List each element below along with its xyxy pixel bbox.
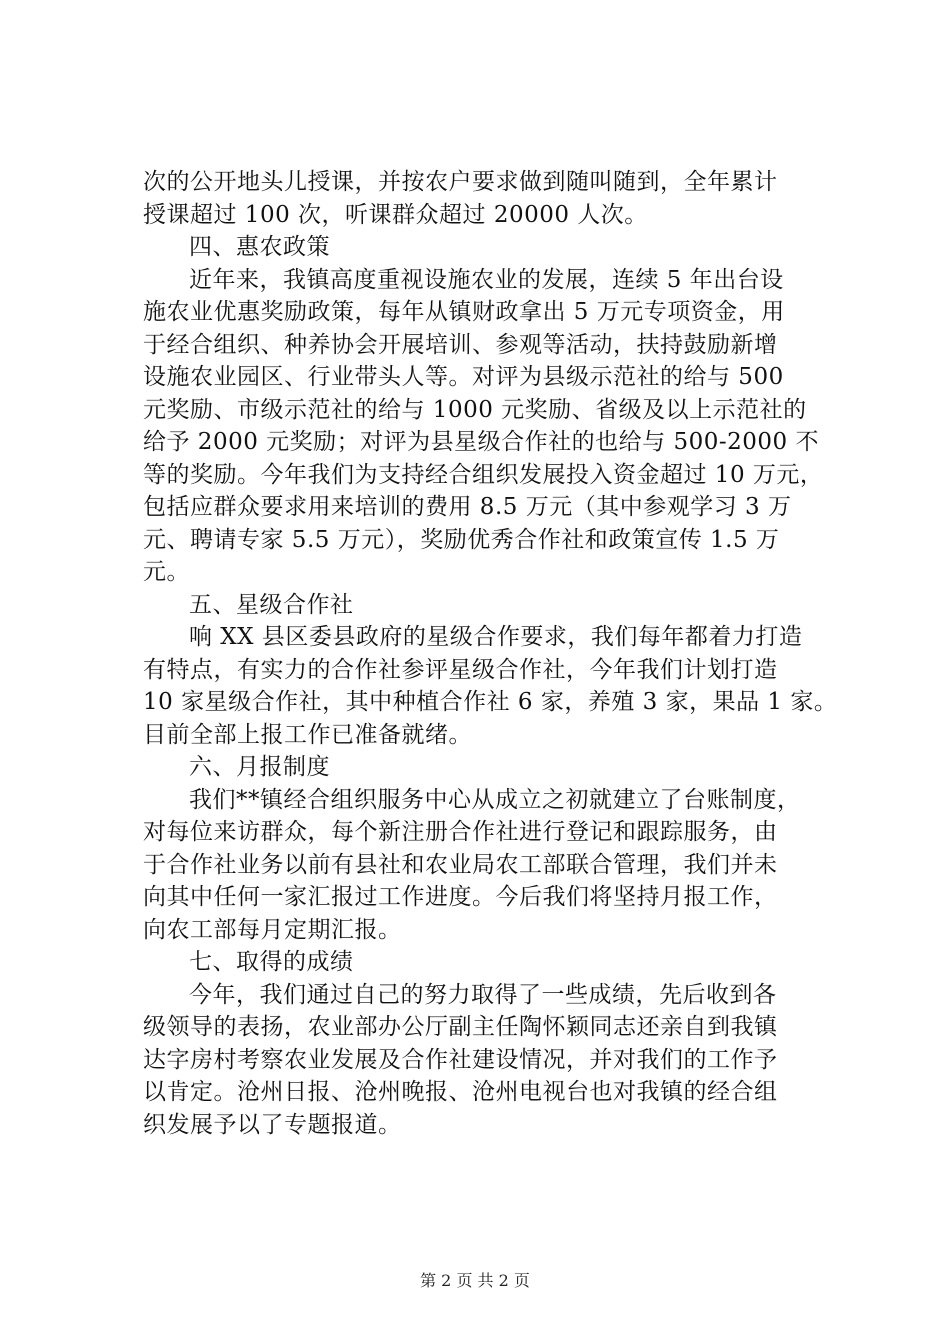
text-line: 近年来，我镇高度重视设施农业的发展，连续 5 年出台设 — [189, 266, 784, 293]
page-number-footer: 第 2 页 共 2 页 — [420, 1271, 530, 1290]
text-line: 元。 — [143, 559, 190, 585]
text-line: 10 家星级合作社，其中种植合作社 6 家，养殖 3 家，果品 1 家。 — [143, 689, 838, 715]
text-line: 次的公开地头儿授课，并按农户要求做到随叫随到，全年累计 — [143, 169, 778, 195]
text-line: 向农工部每月定期汇报。 — [143, 916, 402, 943]
text-line: 包括应群众要求用来培训的费用 8.5 万元（其中参观学习 3 万 — [143, 494, 792, 520]
text-line: 设施农业园区、行业带头人等。对评为县级示范社的给与 500 — [143, 364, 784, 390]
text-line: 对每位来访群众，每个新注册合作社进行登记和跟踪服务，由 — [143, 819, 778, 845]
text-line: 四、惠农政策 — [189, 234, 330, 260]
text-line: 元奖励、市级示范社的给与 1000 元奖励、省级及以上示范社的 — [143, 396, 807, 423]
text-line: 响 XX 县区委县政府的星级合作要求，我们每年都着力打造 — [189, 624, 803, 650]
text-line: 级领导的表扬，农业部办公厅副主任陶怀颖同志还亲自到我镇 — [143, 1014, 778, 1040]
text-line: 今年，我们通过自己的努力取得了一些成绩，先后收到各 — [189, 981, 777, 1008]
text-line: 七、取得的成绩 — [189, 949, 354, 975]
text-line: 给予 2000 元奖励；对评为县星级合作社的也给与 500-2000 不 — [143, 429, 819, 455]
text-line: 于合作社业务以前有县社和农业局农工部联合管理，我们并未 — [143, 851, 778, 878]
text-line: 有特点，有实力的合作社参评星级合作社，今年我们计划打造 — [143, 656, 778, 683]
text-line: 我们**镇经合组织服务中心从成立之初就建立了台账制度， — [189, 786, 801, 813]
text-line: 五、星级合作社 — [189, 591, 354, 618]
text-line: 织发展予以了专题报道。 — [143, 1111, 402, 1138]
text-line: 元、聘请专家 5.5 万元），奖励优秀合作社和政策宣传 1.5 万 — [143, 526, 780, 553]
text-line: 以肯定。沧州日报、沧州晚报、沧州电视台也对我镇的经合组 — [143, 1079, 778, 1105]
text-line: 等的奖励。今年我们为支持经合组织发展投入资金超过 10 万元， — [143, 461, 824, 488]
text-line: 施农业优惠奖励政策，每年从镇财政拿出 5 万元专项资金，用 — [143, 299, 785, 325]
text-line: 达字房村考察农业发展及合作社建设情况，并对我们的工作予 — [143, 1046, 778, 1073]
text-line: 向其中任何一家汇报过工作进度。今后我们将坚持月报工作， — [143, 884, 778, 910]
text-line: 授课超过 100 次，听课群众超过 20000 人次。 — [143, 201, 648, 228]
text-line: 目前全部上报工作已准备就绪。 — [143, 721, 472, 748]
text-line: 于经合组织、种养协会开展培训、参观等活动，扶持鼓励新增 — [143, 331, 778, 358]
document-body — [143, 166, 858, 1141]
text-line: 六、月报制度 — [189, 754, 330, 780]
